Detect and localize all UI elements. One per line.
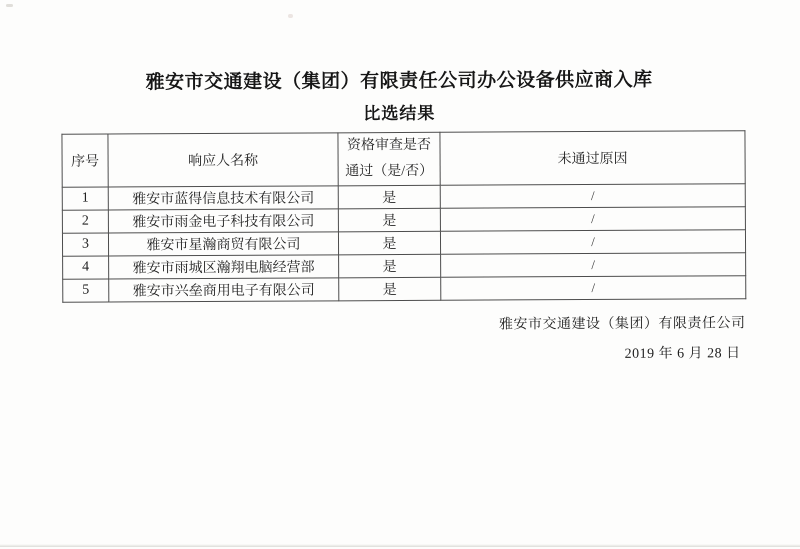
col-header-fail-reason: 未通过原因 — [440, 131, 745, 186]
row-index: 3 — [62, 233, 108, 256]
selection-result-table — [61, 130, 746, 303]
qualification-passed: 是 — [338, 208, 440, 232]
respondent-name: 雅安市雨金电子科技有限公司 — [108, 209, 338, 233]
qualification-passed: 是 — [338, 185, 440, 209]
document-title: 雅安市交通建设（集团）有限责任公司办公设备供应商入库 — [0, 64, 799, 95]
respondent-name: 雅安市兴垒商用电子有限公司 — [109, 278, 339, 302]
respondent-name: 雅安市星瀚商贸有限公司 — [108, 232, 338, 256]
qualification-passed: 是 — [339, 277, 441, 301]
issue-date: 2019 年 6 月 28 日 — [625, 342, 741, 363]
document-subtitle: 比选结果 — [0, 97, 799, 126]
row-index: 1 — [62, 187, 108, 210]
issuer-company-signature: 雅安市交通建设（集团）有限责任公司 — [499, 312, 746, 333]
scan-artifact — [6, 4, 13, 7]
scan-artifact — [288, 14, 293, 18]
fail-reason: / — [440, 230, 745, 255]
col-header-respondent-name: 响应人名称 — [108, 133, 338, 187]
row-index: 2 — [62, 210, 108, 233]
col-header-qualification-line1: 资格审查是否 — [338, 133, 439, 160]
qualification-passed: 是 — [339, 254, 441, 278]
fail-reason: / — [441, 253, 746, 278]
respondent-name: 雅安市雨城区瀚翔电脑经营部 — [109, 255, 339, 279]
table-header-row — [62, 131, 745, 188]
fail-reason: / — [441, 276, 746, 301]
table-row — [63, 276, 746, 303]
col-header-qualification-check — [338, 132, 440, 186]
row-index: 4 — [63, 256, 109, 279]
col-header-index: 序号 — [62, 134, 108, 187]
row-index: 5 — [63, 279, 109, 302]
respondent-name: 雅安市蓝得信息技术有限公司 — [108, 186, 338, 210]
qualification-passed: 是 — [338, 231, 440, 255]
fail-reason: / — [440, 184, 745, 209]
fail-reason: / — [440, 207, 745, 232]
col-header-qualification-line2: 通过（是/否） — [339, 159, 440, 186]
